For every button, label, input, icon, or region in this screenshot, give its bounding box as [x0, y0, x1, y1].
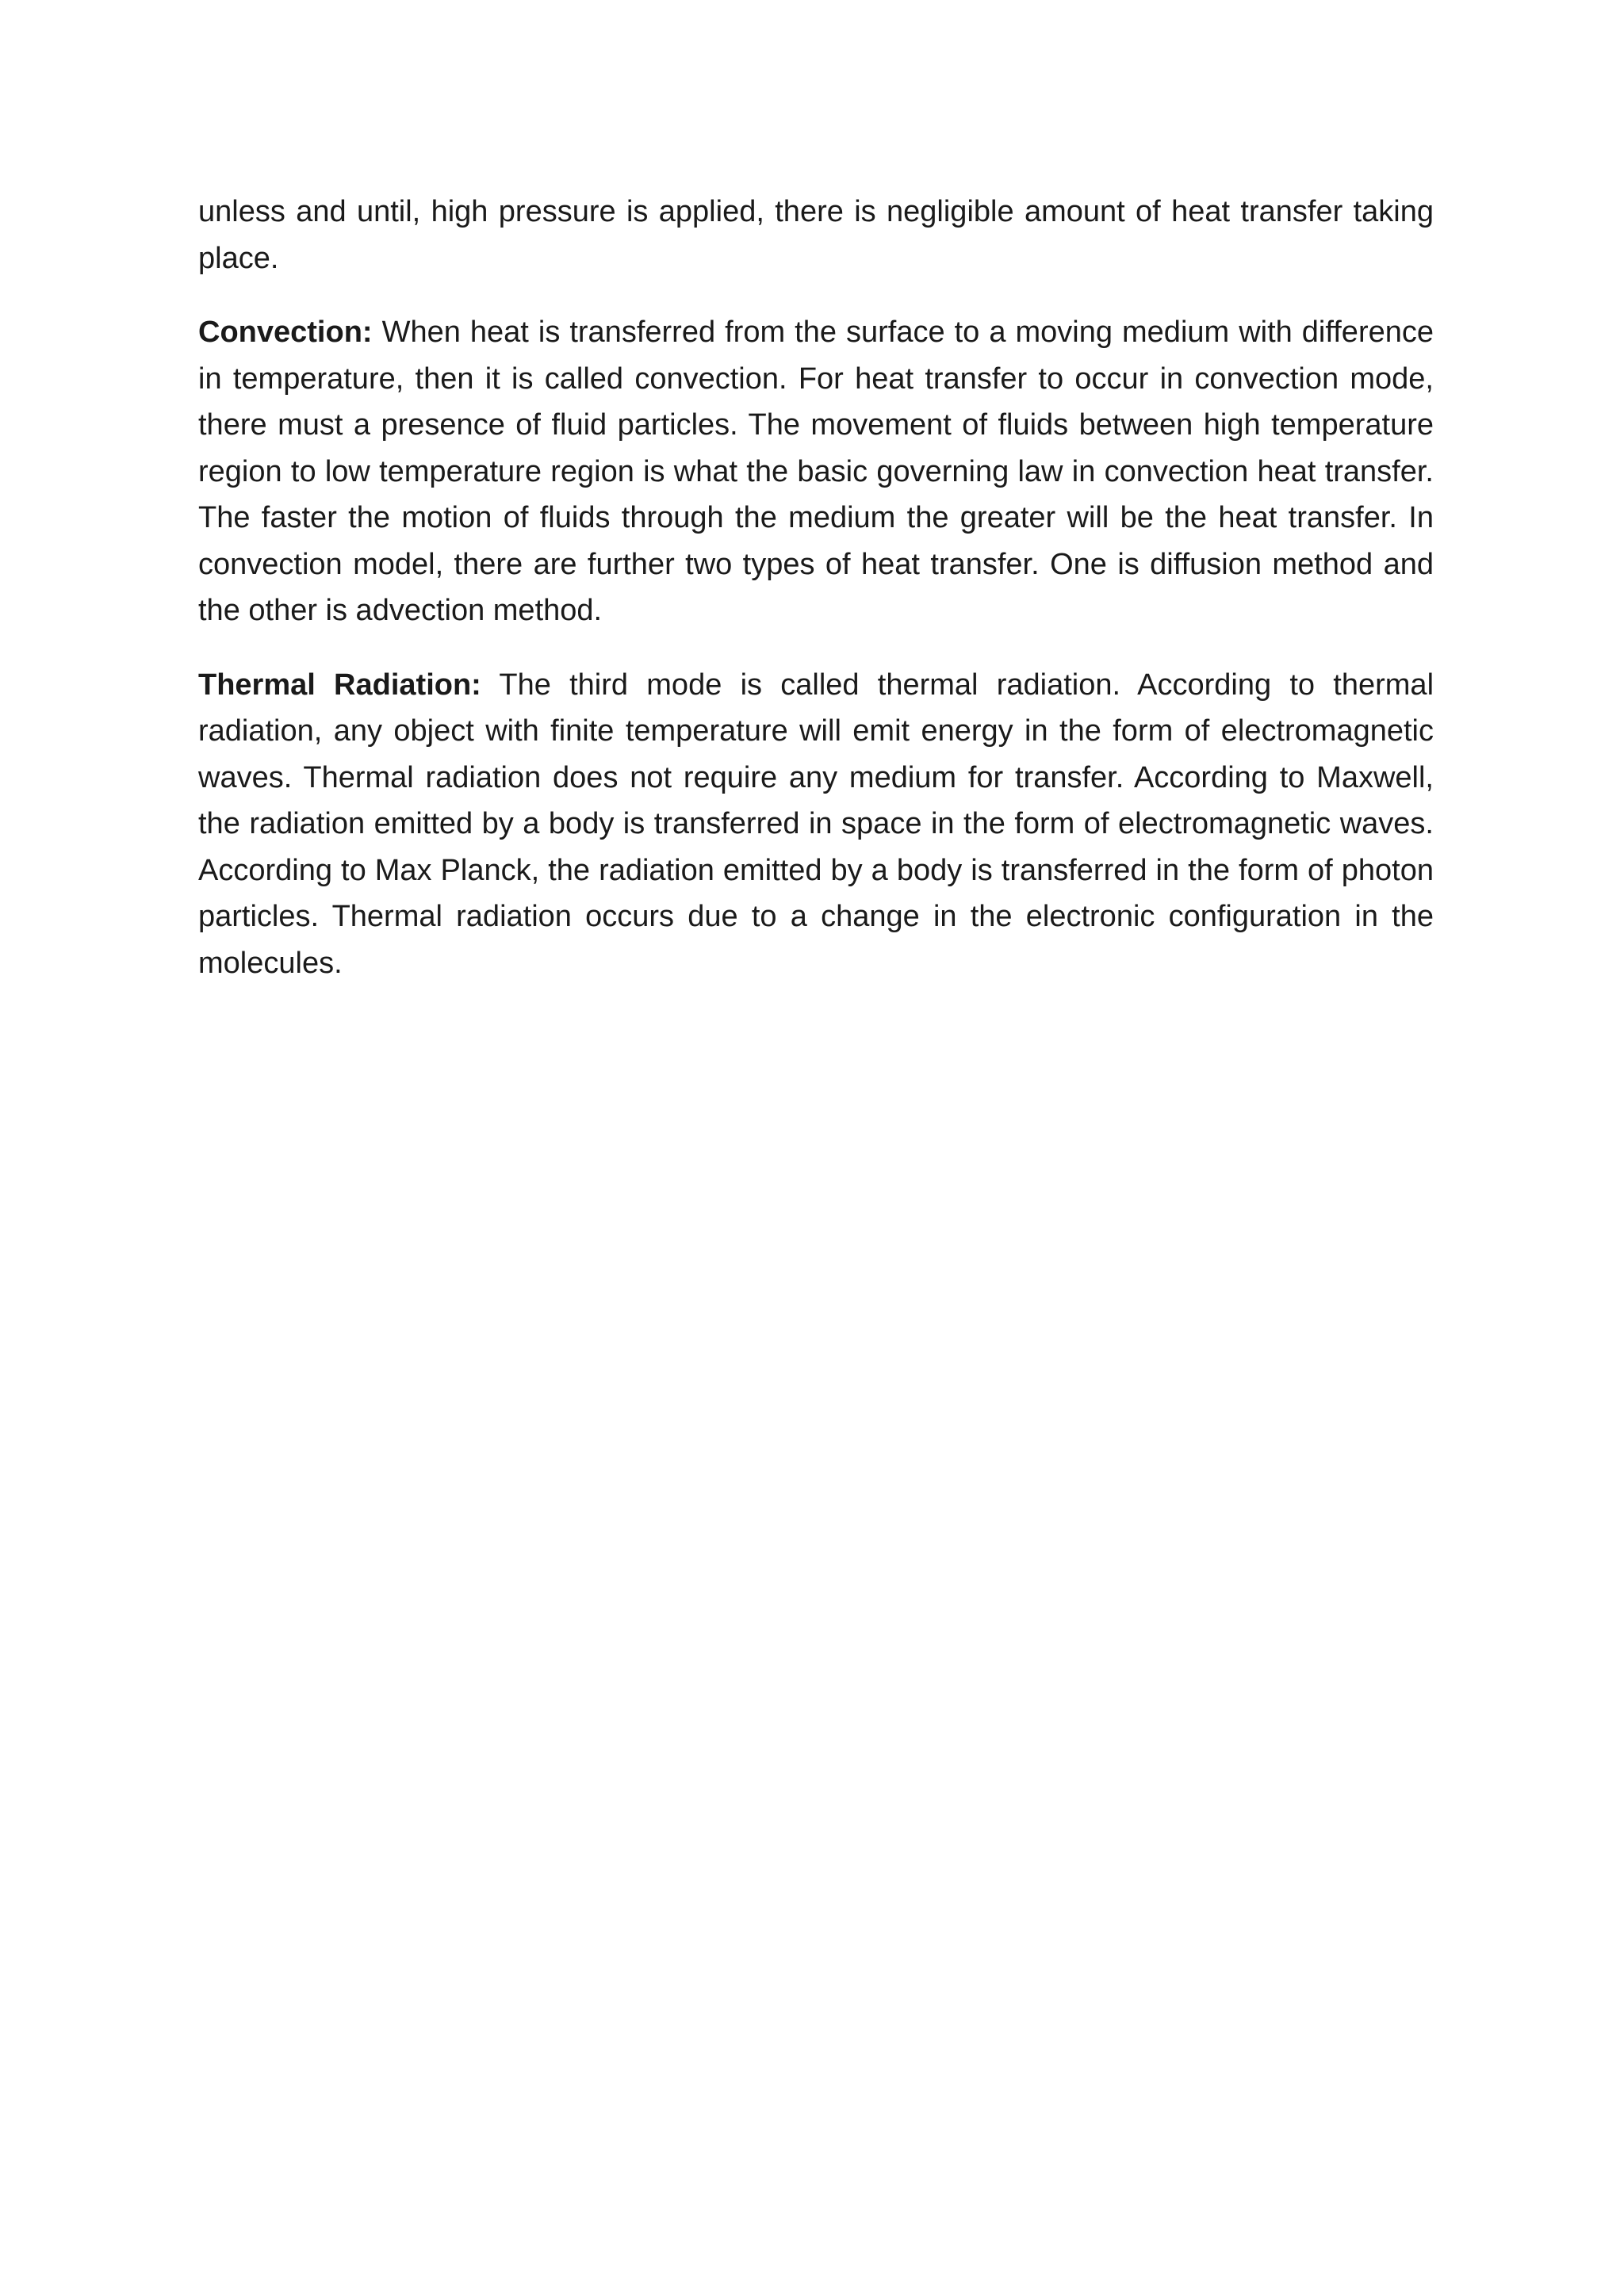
- paragraph-text: unless and until, high pressure is applied, there is negligible amount of heat transfer taking place.: [198, 195, 1434, 275]
- paragraph-text: When heat is transferred from the surface to a moving medium with difference in temperature, then it is called convection. For heat transfer to occur in convection mode, there must a presence of fluid particles. The movement of fluids between high temperature region to low temperature region is what the basic governing law in convection heat transfer. The faster the motion of fluids through the medium the greater will be the heat transfer. In convection model, there are further two types of heat transfer. One is diffusion method and the other is advection method.: [198, 316, 1434, 627]
- term-thermal-radiation: Thermal Radiation:: [198, 668, 481, 702]
- paragraph-thermal-radiation: [198, 662, 1434, 987]
- paragraph-text: The third mode is called thermal radiation. According to thermal radiation, any object with finite temperature will emit energy in the form of electromagnetic waves. Thermal radiation does not require any medium for transfer. According to Maxwell, the radiation emitted by a body is transferred in space in the form of electromagnetic waves. According to Max Planck, the radiation emitted by a body is transferred in the form of photon particles. Thermal radiation occurs due to a change in the electronic configuration in the molecules.: [198, 668, 1434, 980]
- paragraph-convection: [198, 309, 1434, 634]
- paragraph-continuation: [198, 189, 1434, 281]
- document-page: [198, 189, 1434, 1014]
- term-convection: Convection:: [198, 316, 373, 349]
